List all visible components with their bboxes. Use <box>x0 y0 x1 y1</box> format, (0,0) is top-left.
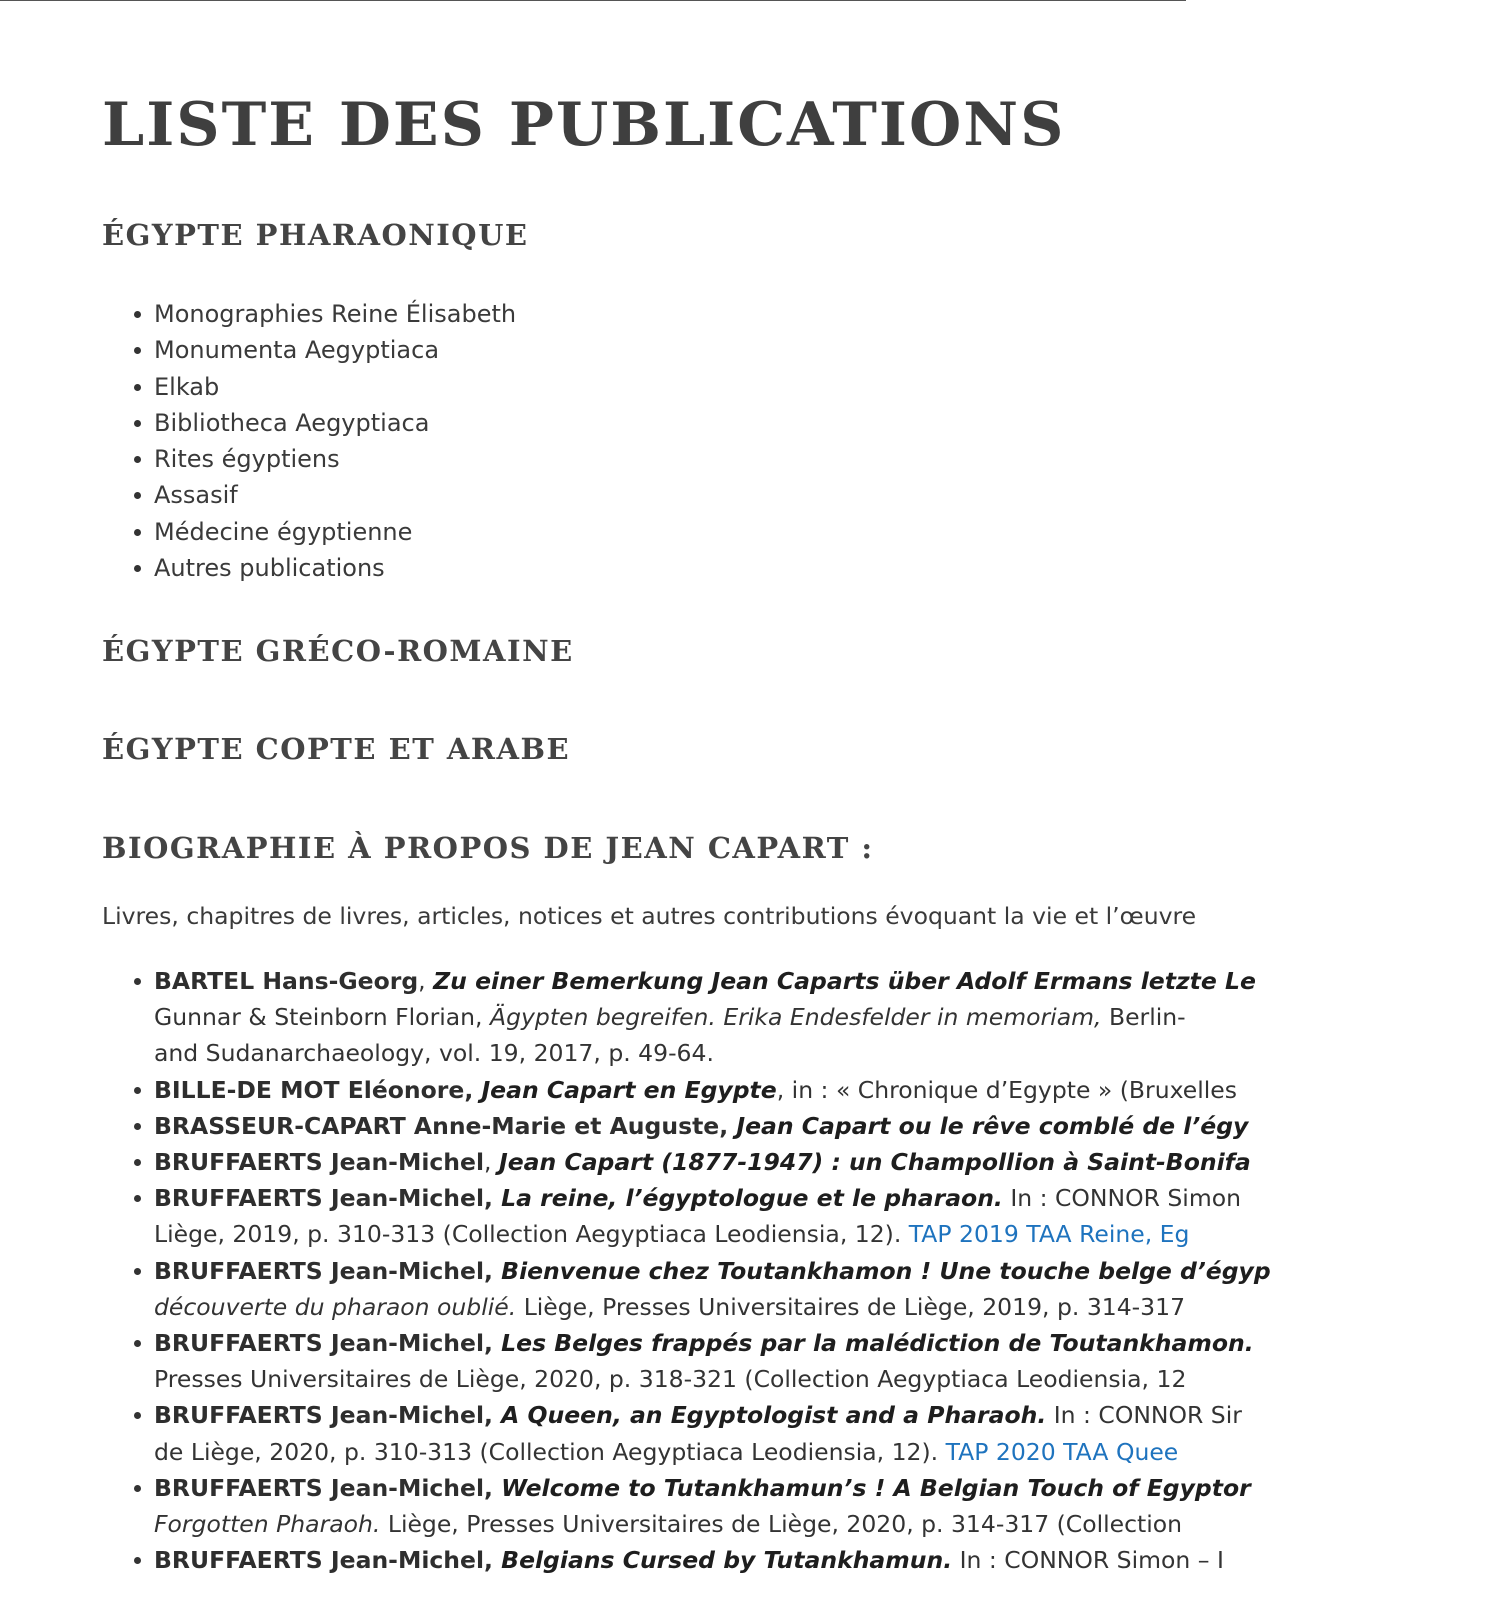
entry-separator: , <box>484 1148 499 1177</box>
entry-title: A Queen, an Egyptologist and a Pharaoh. <box>501 1401 1047 1430</box>
entry-author: BILLE-DE MOT Eléonore, <box>154 1075 482 1104</box>
entry-separator: , <box>418 967 434 995</box>
section-title-coptic-arabic[interactable]: ÉGYPTE COPTE ET ARABE <box>102 732 571 766</box>
topic-link[interactable]: Elkab <box>102 369 516 405</box>
entry-author: BRUFFAERTS Jean-Michel, <box>154 1256 502 1285</box>
entry-text: Presses Universitaires de Liège, 2020, p. 318-321 (Collection Aegyptiaca Leodiensia, 12 <box>154 1365 1187 1394</box>
entry-title: Bienvenue chez Toutankhamon ! Une touche belge d’égyp <box>501 1256 1271 1285</box>
entry-text: In : CONNOR Sir <box>1046 1401 1242 1430</box>
entry-title: Les Belges frappés par la malédiction de Toutankhamon. <box>501 1329 1254 1358</box>
pharaonic-topic-list <box>102 296 516 586</box>
entry-author: BARTEL Hans-Georg <box>154 967 419 995</box>
biblio-entry <box>102 1072 1502 1108</box>
biblio-entry <box>102 1470 1502 1542</box>
biblio-entry <box>102 1542 1502 1578</box>
entry-author: BRUFFAERTS Jean-Michel, <box>154 1473 502 1502</box>
entry-author: BRUFFAERTS Jean-Michel <box>154 1148 485 1177</box>
entry-book-title: Forgotten Pharaoh. <box>154 1510 381 1539</box>
pdf-link[interactable]: TAP 2020 TAA Quee <box>945 1437 1179 1466</box>
topic-link[interactable]: Médecine égyptienne <box>102 514 516 550</box>
topic-link[interactable]: Autres publications <box>102 550 516 586</box>
topic-link[interactable]: Monumenta Aegyptiaca <box>102 332 516 368</box>
entry-text: Liège, Presses Universitaires de Liège, 2020, p. 314-317 (Collection <box>380 1510 1183 1539</box>
entry-book-title: découverte du pharaon oublié. <box>154 1292 517 1321</box>
entry-book-title: Ägypten begreifen. Erika Endesfelder in memoriam, <box>490 1003 1102 1032</box>
entry-author: BRASSEUR-CAPART Anne-Marie et Auguste, <box>154 1111 737 1140</box>
entry-text: de Liège, 2020, p. 310-313 (Collection Aegyptiaca Leodiensia, 12). <box>154 1437 946 1466</box>
topic-link[interactable]: Assasif <box>102 477 516 513</box>
page-title: LISTE DES PUBLICATIONS <box>102 90 1066 160</box>
section-title-greco-roman[interactable]: ÉGYPTE GRÉCO-ROMAINE <box>102 634 574 668</box>
entry-author: BRUFFAERTS Jean-Michel, <box>154 1401 502 1430</box>
biography-intro: Livres, chapitres de livres, articles, notices et autres contributions évoquant la vie et l’œuvre <box>102 902 1197 930</box>
topic-link[interactable]: Rites égyptiens <box>102 441 516 477</box>
pdf-link[interactable]: TAP 2019 TAA Reine, Eg <box>908 1220 1190 1249</box>
entry-title: Jean Capart (1877-1947) : un Champollion à Saint-Bonifa <box>499 1148 1251 1177</box>
entry-text: Liège, Presses Universitaires de Liège, 2019, p. 314-317 <box>516 1292 1186 1321</box>
entry-title: Zu einer Bemerkung Jean Caparts über Adolf Ermans letzte Le <box>433 967 1256 995</box>
entry-text: , in : « Chronique d’Egypte » (Bruxelles <box>776 1075 1237 1104</box>
biblio-entry <box>102 1108 1502 1144</box>
entry-title: La reine, l’égyptologue et le pharaon. <box>501 1184 1003 1213</box>
entry-author: BRUFFAERTS Jean-Michel, <box>154 1329 502 1358</box>
entry-text: Berlin- <box>1101 1003 1186 1032</box>
entry-author: BRUFFAERTS Jean-Michel, <box>154 1546 502 1575</box>
biblio-entry <box>102 1144 1502 1180</box>
topic-link[interactable]: Bibliotheca Aegyptiaca <box>102 405 516 441</box>
biblio-entry <box>102 1180 1502 1252</box>
biblio-entry <box>102 1253 1502 1325</box>
entry-text: In : CONNOR Simon – I <box>952 1546 1224 1575</box>
entry-author: BRUFFAERTS Jean-Michel, <box>154 1184 502 1213</box>
entry-text: and Sudanarchaeology, vol. 19, 2017, p. 49-64. <box>154 1039 714 1068</box>
section-title-biography: BIOGRAPHIE À PROPOS DE JEAN CAPART : <box>102 831 874 865</box>
entry-title: Jean Capart ou le rêve comblé de l’égy <box>736 1111 1249 1140</box>
entry-text: Liège, 2019, p. 310-313 (Collection Aegyptiaca Leodiensia, 12). <box>154 1220 909 1249</box>
section-title-pharaonic: ÉGYPTE PHARAONIQUE <box>102 218 529 252</box>
entry-title: Jean Capart en Egypte <box>481 1075 777 1104</box>
entry-text: In : CONNOR Simon <box>1002 1184 1241 1213</box>
entry-text: Gunnar & Steinborn Florian, <box>154 1003 490 1032</box>
entry-title: Belgians Cursed by Tutankhamun. <box>501 1546 953 1575</box>
entry-title: Welcome to Tutankhamun’s ! A Belgian Touch of Egyptor <box>501 1473 1251 1502</box>
biblio-entry <box>102 963 1502 1072</box>
biography-list <box>102 963 1502 1578</box>
biblio-entry <box>102 1397 1502 1469</box>
topic-link[interactable]: Monographies Reine Élisabeth <box>102 296 516 332</box>
biblio-entry <box>102 1325 1502 1397</box>
